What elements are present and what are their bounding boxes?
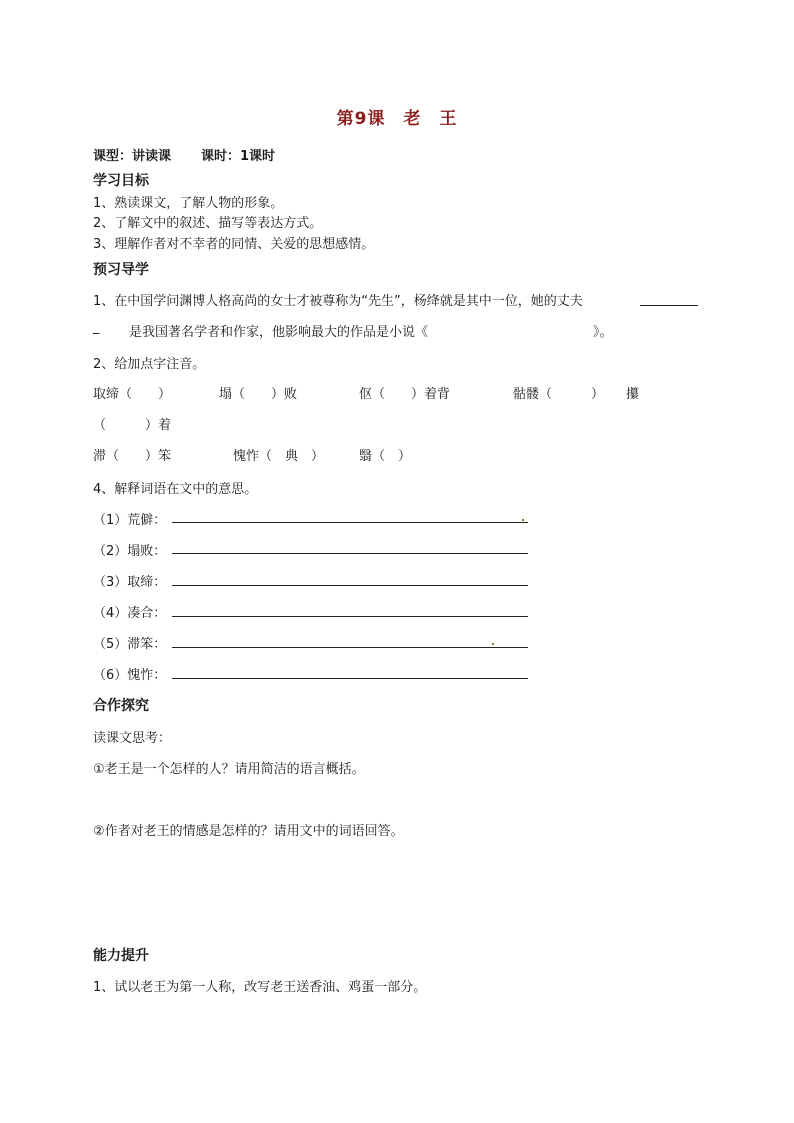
pinyin-item: 骷髅（ ） (513, 387, 605, 402)
explore-question: ①老王是一个怎样的人？请用简洁的语言概括。 (93, 762, 365, 777)
stray-mark (492, 643, 494, 645)
goals-heading: 学习目标 (93, 173, 149, 189)
preview-q2: 2、给加点字注音。 (93, 357, 206, 372)
pinyin-item: 塌（ ）败 (219, 387, 298, 402)
answer-line[interactable] (172, 585, 528, 586)
pinyin-item: 翳（ ） (359, 449, 412, 464)
preview-q1-line1: 1、在中国学问渊博人格高尚的女士才被尊称为“先生”，杨绛就是其中一位，她的丈夫 (93, 294, 583, 309)
goal-item: 1、熟读课文，了解人物的形象。 (93, 196, 284, 211)
pinyin-item: 愧怍（ 典 ） (233, 449, 325, 464)
pinyin-item: （ ）着 (93, 418, 172, 433)
preview-q1-line2-end: 》。 (593, 325, 613, 340)
word-label: （4）凑合： (93, 606, 167, 621)
pinyin-item: 取缔（ ） (93, 387, 172, 402)
preview-q4: 4、解释词语在文中的意思。 (93, 482, 258, 497)
pinyin-item: 攥 (626, 387, 640, 402)
explore-intro: 读课文思考： (93, 731, 172, 746)
answer-line[interactable] (172, 647, 528, 648)
explore-heading: 合作探究 (93, 698, 149, 714)
lesson-type: 课型：讲读课 (93, 149, 172, 164)
preview-q1-line2: 是我国著名学者和作家，他影响最大的作品是小说《 (129, 325, 429, 340)
pinyin-item: 伛（ ）着背 (359, 387, 451, 402)
improve-question: 1、试以老王为第一人称，改写老王送香油、鸡蛋一部分。 (93, 980, 427, 995)
answer-line[interactable] (640, 305, 698, 306)
goal-item: 2、了解文中的叙述、描写等表达方式。 (93, 216, 323, 231)
stray-mark (522, 519, 524, 521)
pinyin-item: 滞（ ）笨 (93, 449, 172, 464)
word-label: （5）滞笨： (93, 637, 167, 652)
answer-line[interactable] (172, 678, 528, 679)
explore-question: ②作者对老王的情感是怎样的？请用文中的词语回答。 (93, 824, 404, 839)
word-label: （6）愧怍： (93, 668, 167, 683)
goal-item: 3、理解作者对不幸者的同情、关爱的思想感情。 (93, 237, 375, 252)
word-label: （1）荒僻： (93, 513, 167, 528)
lesson-hours: 课时：1课时 (201, 149, 276, 164)
answer-line[interactable] (172, 522, 528, 523)
page-title: 第9课 老 王 (336, 109, 458, 129)
improve-heading: 能力提升 (93, 948, 149, 964)
preview-q1-underscore: _ (93, 320, 100, 335)
word-label: （3）取缔： (93, 575, 167, 590)
word-label: （2）塌败： (93, 544, 167, 559)
answer-line[interactable] (172, 616, 528, 617)
preview-heading: 预习导学 (93, 262, 149, 278)
answer-line[interactable] (172, 553, 528, 554)
